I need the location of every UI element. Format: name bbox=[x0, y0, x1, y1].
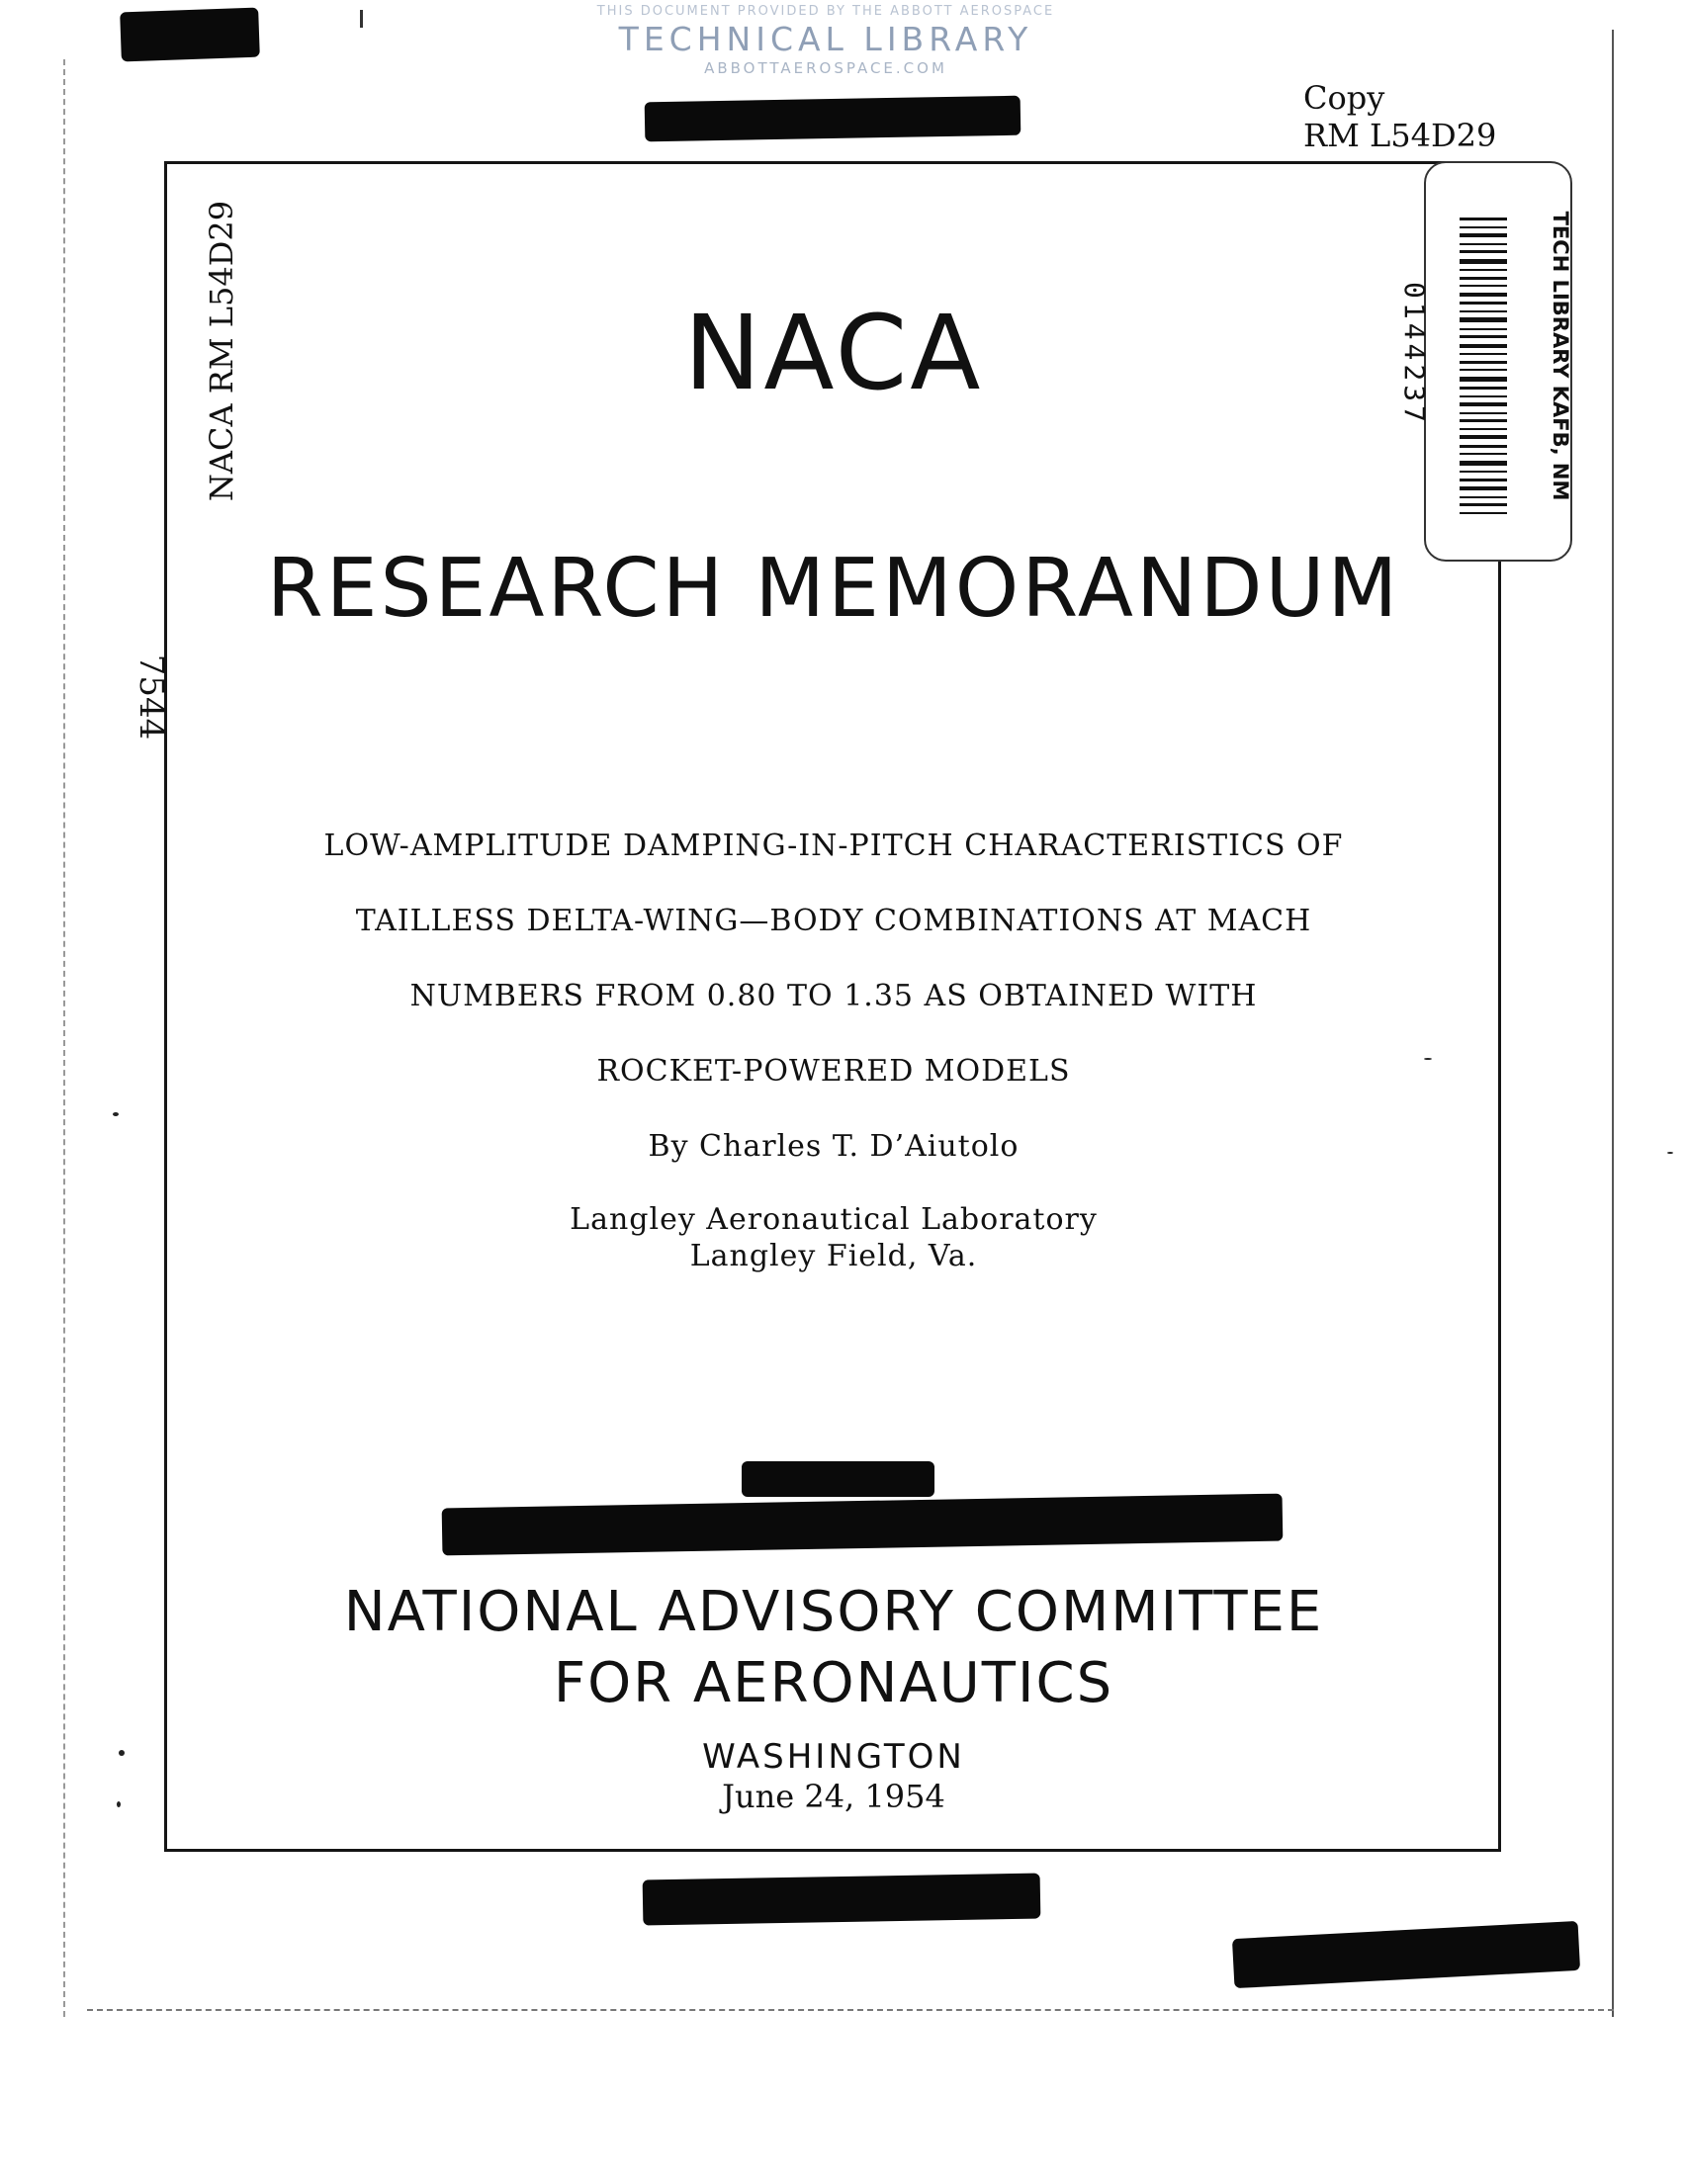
author: By Charles T. D’Aiutolo bbox=[648, 1129, 1020, 1164]
stamp-library-name: TECH LIBRARY KAFB, NM bbox=[1549, 211, 1572, 501]
report-title-line: TAILLESS DELTA-WING—BODY COMBINATIONS AT MACH bbox=[355, 904, 1312, 938]
redaction-bottom-right bbox=[1232, 1921, 1580, 1988]
page-edge-right bbox=[1612, 30, 1614, 2017]
mark-tick bbox=[360, 10, 363, 28]
redaction-top-center bbox=[645, 96, 1021, 142]
copy-label bbox=[1303, 79, 1496, 154]
watermark-provider-line: THIS DOCUMENT PROVIDED BY THE ABBOTT AEROSPACE bbox=[596, 4, 1055, 19]
committee-name-line1: NATIONAL ADVISORY COMMITTEE bbox=[343, 1580, 1324, 1644]
document-type: RESEARCH MEMORANDUM bbox=[266, 542, 1401, 636]
scan-speck bbox=[113, 1112, 119, 1116]
affiliation-lab: Langley Aeronautical Laboratory bbox=[570, 1202, 1098, 1237]
scan-speck bbox=[1667, 1152, 1673, 1154]
publication-city: WASHINGTON bbox=[702, 1737, 965, 1777]
watermark-website: ABBOTTAEROSPACE.COM bbox=[704, 59, 947, 77]
redaction-bottom-center bbox=[643, 1873, 1041, 1925]
report-title-line: ROCKET-POWERED MODELS bbox=[596, 1054, 1071, 1089]
page-edge-bottom bbox=[87, 2009, 1614, 2011]
side-accession-number: 7544 bbox=[132, 654, 171, 741]
page-edge-left bbox=[63, 59, 65, 2017]
watermark-library-name: TECHNICAL LIBRARY bbox=[618, 20, 1033, 58]
stamp-accession-number: 0144237 bbox=[1398, 281, 1431, 426]
affiliation-place: Langley Field, Va. bbox=[689, 1239, 978, 1273]
side-report-code: NACA RM L54D29 bbox=[203, 200, 240, 502]
scan-speck bbox=[1424, 1058, 1432, 1060]
copy-word: Copy bbox=[1303, 79, 1385, 117]
committee-name-line2: FOR AERONAUTICS bbox=[553, 1651, 1114, 1715]
report-title-line: LOW-AMPLITUDE DAMPING-IN-PITCH CHARACTERISTICS OF bbox=[323, 829, 1344, 863]
org-title: NACA bbox=[683, 293, 984, 413]
redaction-top-left bbox=[120, 8, 260, 62]
scan-speck bbox=[117, 1801, 121, 1807]
scan-speck bbox=[119, 1750, 125, 1756]
publication-date: June 24, 1954 bbox=[722, 1778, 945, 1815]
report-title-line: NUMBERS FROM 0.80 TO 1.35 AS OBTAINED WITH bbox=[409, 979, 1258, 1013]
copy-code: RM L54D29 bbox=[1303, 117, 1497, 154]
